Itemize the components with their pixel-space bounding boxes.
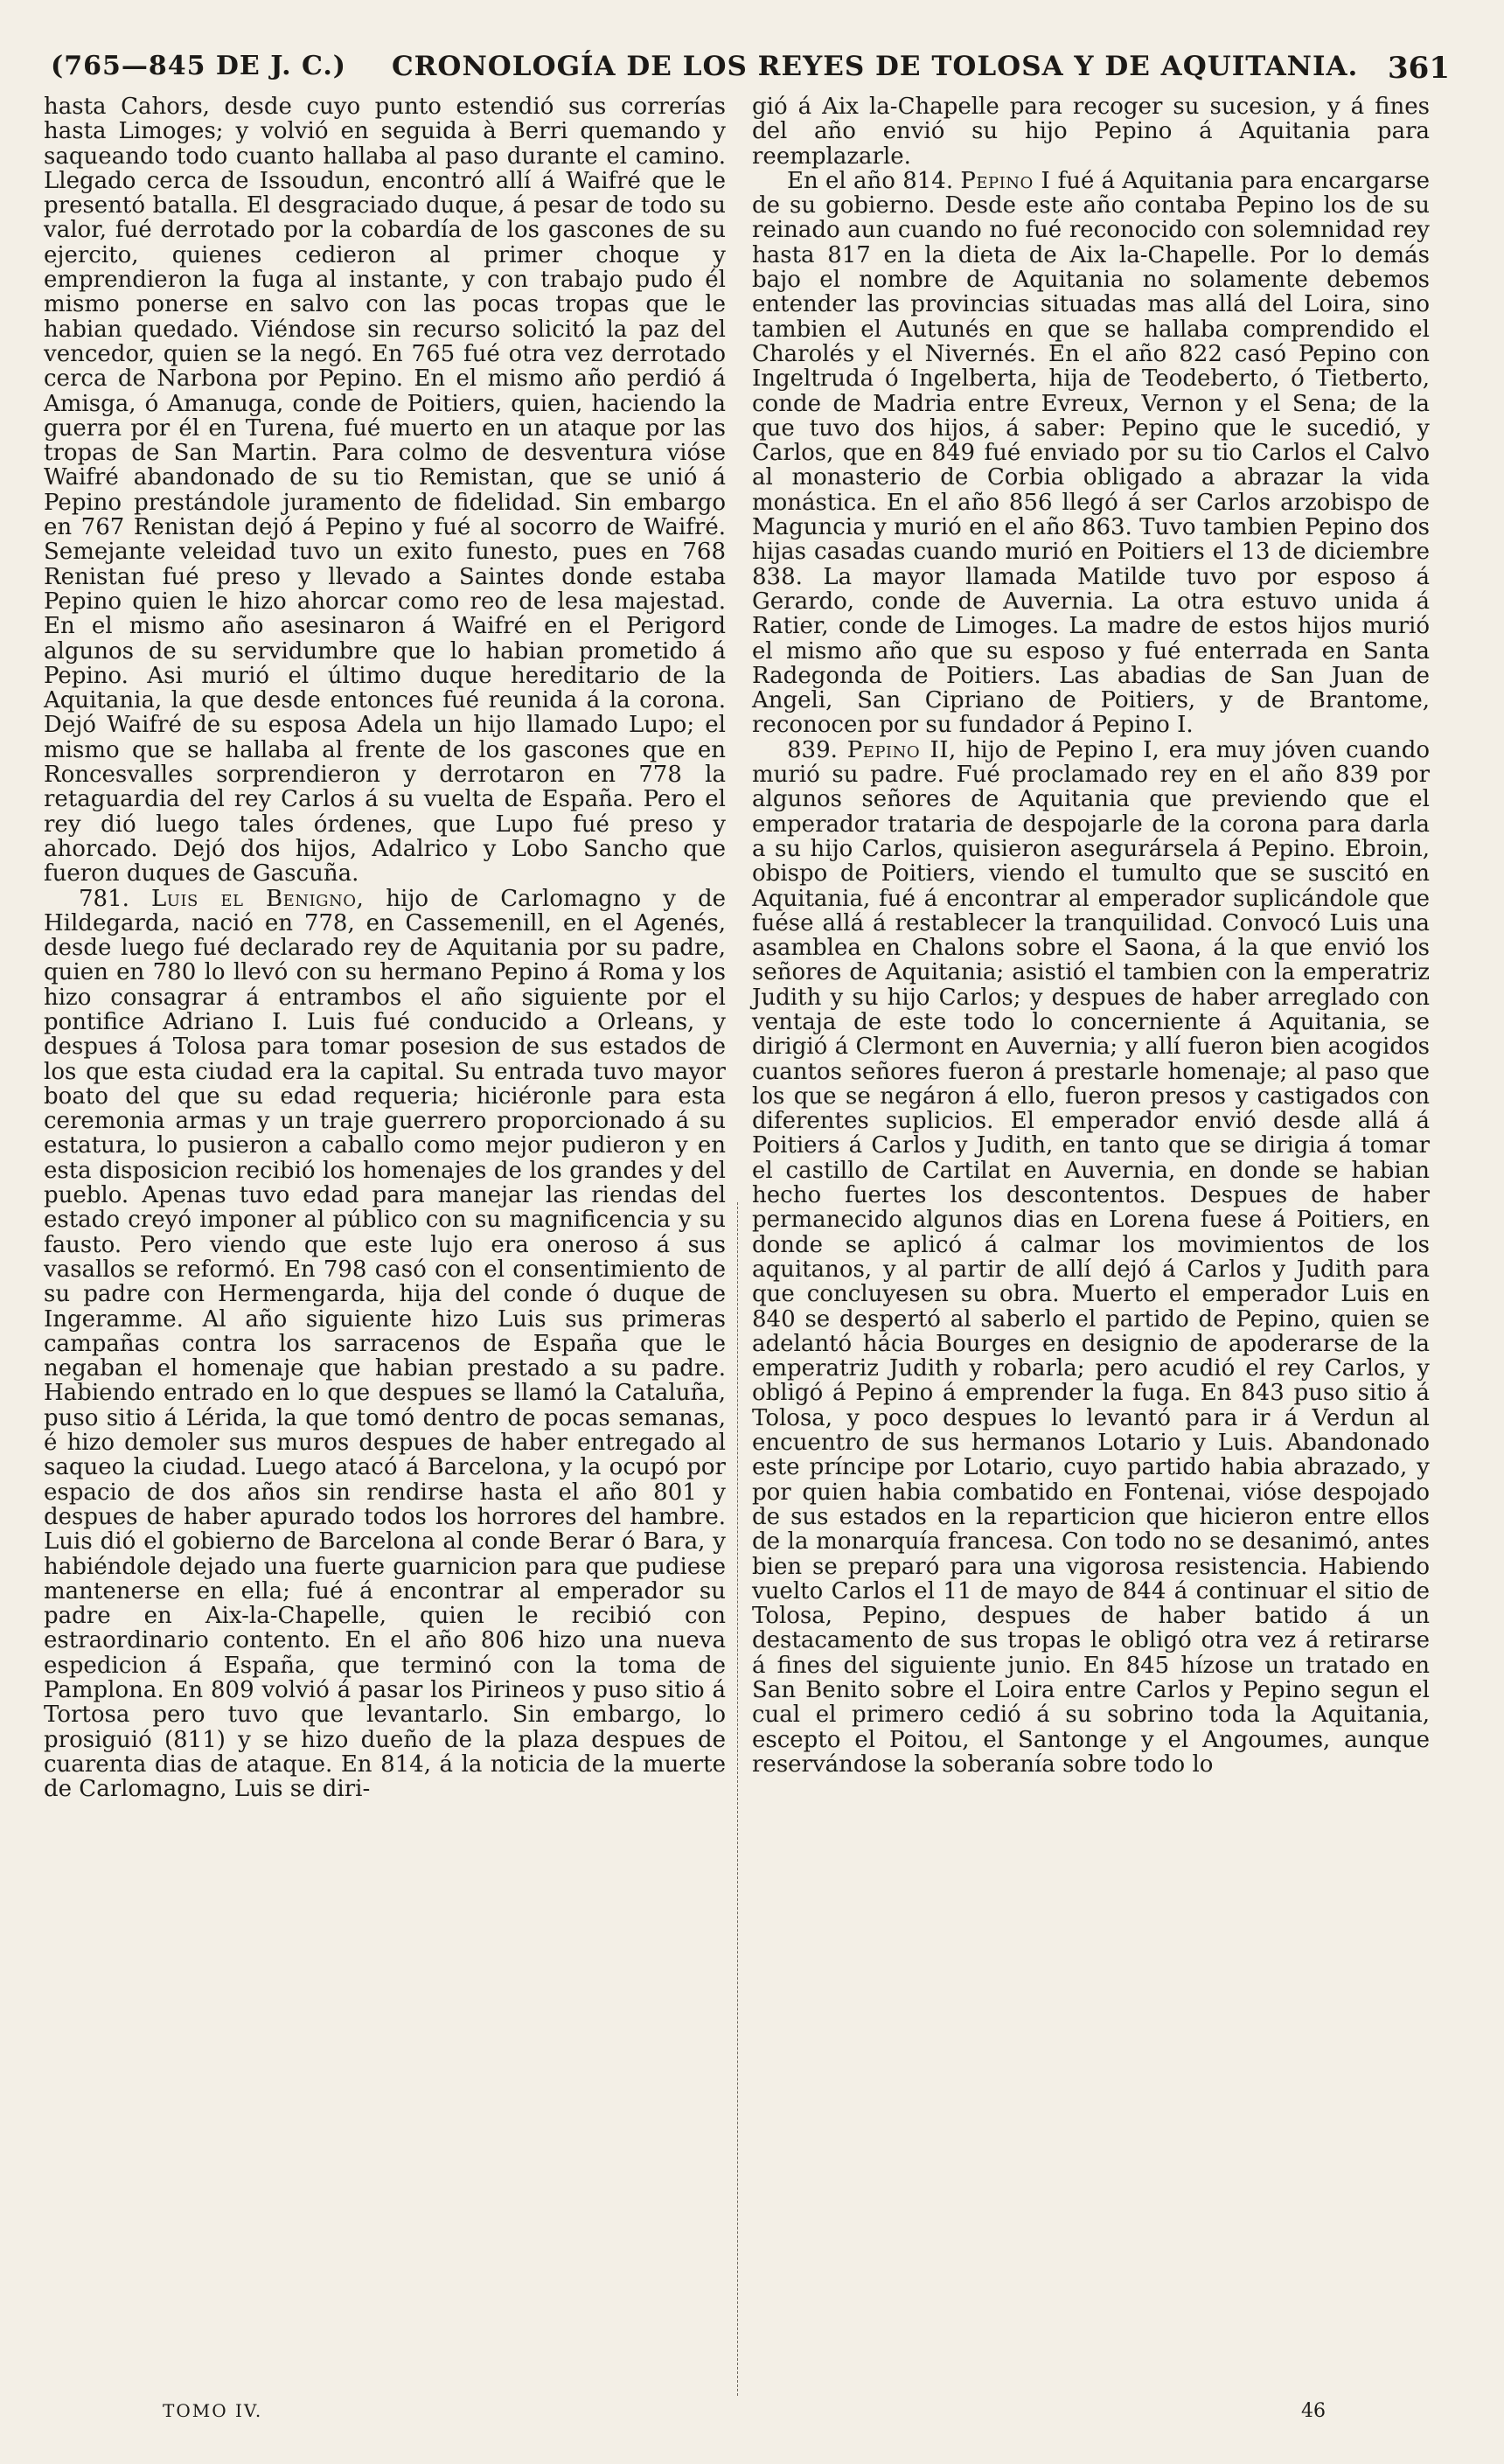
entry-name: Luis el Benigno, (150, 885, 365, 912)
entry-text: hijo de Pepino I, era muy jóven cuando murió su padre. Fué proclamado rey en el año 839 por algunos señores de Aquitania que previendo que el emperador trataria de despojarle de la corona para darla a su hijo Carlos, quisieron asegurársela á Pepino. Ebroin, obispo de Poitiers, viendo el tumulto que se suscitó en Aquitania, fué á encontrar al emperador suplicándole que fuése allá á restablecer la tranquilidad. Convocó Luis una asamblea en Chalons sobre el Saona, á la que envió los señores de Aquitania; asistió el tambien con la emperatriz Judith y su hijo Carlos; y despues de haber arreglado con ventaja de este todo lo concerniente á Aquitania, se dirigió á Clermont en Auvernia; y allí fueron bien acogidos cuantos señores fueron á prestarle homenaje; al paso que los que se negáron á ello, fueron presos y castigados con diferentes suplicios. El emperador envió desde allá á Poitiers á Carlos y Judith, en tanto que se dirigia á tomar el castillo de Cartilat en Auvernia, en donde se habian hecho fuertes los descontentos. Despues de haber permanecido algunos dias en Lorena fuese á Poitiers, en donde se aplicó á calmar los movimientos de los aquitanos, y al partir de allí dejó á Carlos y Judith para que concluyesen su obra. Muerto el emperador Luis en 840 se despertó al saberlo el partido de Pepino, quien se adelantó hácia Bourges en designio de apoderarse de la emperatriz Judith y robarla; pero acudió el rey Carlos, y obligó á Pepino á emprender la fuga. En 843 puso sitio á Tolosa, y poco despues lo levantó para ir á Verdun al encuentro de sus hermanos Lotario y Luis. Abandonado este príncipe por Lotario, cuyo partido habia abrazado, y por quien habia combatido en Fontenai, vióse despojado de sus estados en la reparticion que hicieron entre ellos de la monarquía francesa. Con todo no se desanimó, antes bien se preparó para una vigorosa resistencia. Habiendo vuelto Carlos el 11 de mayo de 844 á continuar el sitio de Tolosa, Pepino, despues de haber batido á un destacamento de sus tropas le obligó otra vez á retirarse á fines del siguiente junio. En 845 hízose un tratado en San Benito sobre el Loira entre Carlos y Pepino segun el cual el primero cedió á su sobrino toda la Aquitania, escepto el Poitou, el Santonge y el Angoumes, aunque reservándose la soberanía sobre todo lo (752, 736, 1430, 1778)
entry-year: 781. (79, 885, 129, 912)
header-date-range: (765—845 DE J. C.) (51, 51, 346, 81)
header-title: CRONOLOGÍA DE LOS REYES DE TOLOSA Y DE AQUITANIA. (392, 51, 1359, 82)
entry-year: 839. (787, 736, 838, 763)
right-paragraph-pepino-i (752, 169, 1430, 738)
left-paragraph-luis (44, 887, 726, 1802)
right-paragraph-pepino-ii (752, 738, 1430, 1777)
left-column (44, 94, 726, 1801)
running-header (51, 51, 1450, 94)
left-paragraph-waifre: hasta Cahors, desde cuyo punto estendió sus correrías hasta Limoges; y volvió en seguida à Berri quemando y saqueando todo cuanto hallaba al paso durante el camino. Llegado cerca de Issoudun, encontró allí á Waifré que le presentó batalla. El desgraciado duque, á pesar de todo su valor, fué derrotado por la cobardía de los gascones de su ejercito, quienes cedieron al primer choque y emprendieron la fuga al instante, y con trabajo pudo él mismo ponerse en salvo con las pocas tropas que le habian quedado. Viéndose sin recurso solicitó la paz del vencedor, quien se la negó. En 765 fué otra vez derrotado cerca de Narbona por Pepino. En el mismo año perdió á Amisga, ó Amanuga, conde de Poitiers, quien, haciendo la guerra por él en Turena, fué muerto en un ataque por las tropas de San Martin. Para colmo de desventura vióse Waifré abandonado de su tio Remistan, que se unió á Pepino prestándole juramento de fidelidad. Sin embargo en 767 Renistan dejó á Pepino y fué al socorro de Waifré. Semejante veleidad tuvo un exito funesto, pues en 768 Renistan fué preso y llevado a Saintes donde estaba Pepino quien le hizo ahorcar como reo de lesa majestad. En el mismo año asesinaron á Waifré en el Perigord algunos de su servidumbre que lo habian prometido á Pepino. Asi murió el último duque hereditario de la Aquitania, la que desde entonces fué reunida á la corona. Dejó Waifré de su esposa Adela un hijo llamado Lupo; el mismo que se hallaba al frente de los gascones que en Roncesvalles sorprendieron y derrotaron en 778 la retaguardia del rey Carlos á su vuelta de España. Pero el rey dió luego tales órdenes, que Lupo fué preso y ahorcado. Dejó dos hijos, Adalrico y Lobo Sancho que fueron duques de Gascuña. (44, 94, 726, 887)
entry-lead: En el año 814. (787, 167, 954, 194)
entry-name: Pepino I (960, 167, 1051, 194)
right-column (752, 94, 1430, 1777)
page-number: 361 (1388, 51, 1450, 86)
footer-signature: 46 (1301, 2400, 1326, 2422)
column-divider (737, 1202, 739, 2396)
entry-name: Pepino II, (846, 736, 957, 763)
entry-text: hijo de Carlomagno y de Hildegarda, nació en 778, en Cassemenill, en el Agenés, desde luego fué declarado rey de Aquitania por su padre, quien en 780 lo llevó con su hermano Pepino á Roma y los hizo consagrar á entrambos el año siguiente por el pontifice Adriano I. Luis fué conducido a Orleans, y despues á Tolosa para tomar posesion de sus estados de los que esta ciudad era la capital. Su entrada tuvo mayor boato del que su edad requeria; hiciéronle para esta ceremonia armas y un traje guerrero proporcionado á su estatura, lo pusieron a caballo como mejor pudieron y en esta disposicion recibió los homenajes de los grandes y del pueblo. Apenas tuvo edad para manejar las riendas del estado creyó imponer al público con su magnificencia y su fausto. Pero viendo que este lujo era oneroso á sus vasallos se reformó. En 798 casó con el consentimiento de su padre con Hermengarda, hija del conde ó duque de Ingeramme. Al año siguiente hizo Luis sus primeras campañas contra los sarracenos de España que le negaban el homenaje que habian prestado a su padre. Habiendo entrado en lo que despues se llamó la Cataluña, puso sitio á Lérida, la que tomó dentro de pocas semanas, é hizo demoler sus muros despues de haber entregado al saqueo la ciudad. Luego atacó á Barcelona, y la ocupó por espacio de dos años sin rendirse hasta el año 801 y despues de haber apurado todos los horrores del hambre. Luis dió el gobierno de Barcelona al conde Berar ó Bara, y habiéndole dejado una fuerte guarnicion para que pudiese mantenerse en ella; fué á encontrar al emperador su padre en Aix-la-Chapelle, quien le recibió con estraordinario contento. En el año 806 hizo una nueva espedicion á España, que terminó con la toma de Pamplona. En 809 volvió á pasar los Pirineos y puso sitio á Tortosa pero tuvo que levantarlo. Sin embargo, lo prosiguió (811) y se hizo dueño de la plaza despues de cuarenta dias de ataque. En 814, á la noticia de la muerte de Carlomagno, Luis se diri- (44, 885, 726, 1803)
entry-text: fué á Aquitania para encargarse de su gobierno. Desde este año contaba Pepino los de su reinado aun cuando no fué reconocido con solemnidad rey hasta 817 en la dieta de Aix la-Chapelle. Por lo demás bajo el nombre de Aquitania no solamente debemos entender las provincias situadas mas allá del Loira, sino tambien el Autunés en que se hallaba comprendido el Charolés y el Nivernés. En el año 822 casó Pepino con Ingeltruda ó Ingelberta, hija de Teodeberto, ó Tietberto, conde de Madria entre Evreux, Vernon y el Sena; de la que tuvo dos hijos, á saber: Pepino que le sucedió, y Carlos, que en 849 fué enviado por su tio Carlos el Calvo al monasterio de Corbia obligado a abrazar la vida monástica. En el año 856 llegó á ser Carlos arzobispo de Maguncia y murió en el año 863. Tuvo tambien Pepino dos hijas casadas cuando murió en Poitiers el 13 de diciembre 838. La mayor llamada Matilde tuvo por esposo á Gerardo, conde de Auvernia. La otra estuvo unida á Ratier, conde de Limoges. La madre de estos hijos murió el mismo año que su esposo y fué enterrada en Santa Radegonda de Poitiers. Las abadias de San Juan de Angeli, San Cipriano de Poitiers, y de Brantome, reconocen por su fundador á Pepino I. (752, 167, 1430, 739)
right-paragraph-continuation: gió á Aix la-Chapelle para recoger su sucesion, y á fines del año envió su hijo Pepino á Aquitania para reemplazarle. (752, 94, 1430, 170)
footer-volume: TOMO IV. (163, 2400, 263, 2421)
